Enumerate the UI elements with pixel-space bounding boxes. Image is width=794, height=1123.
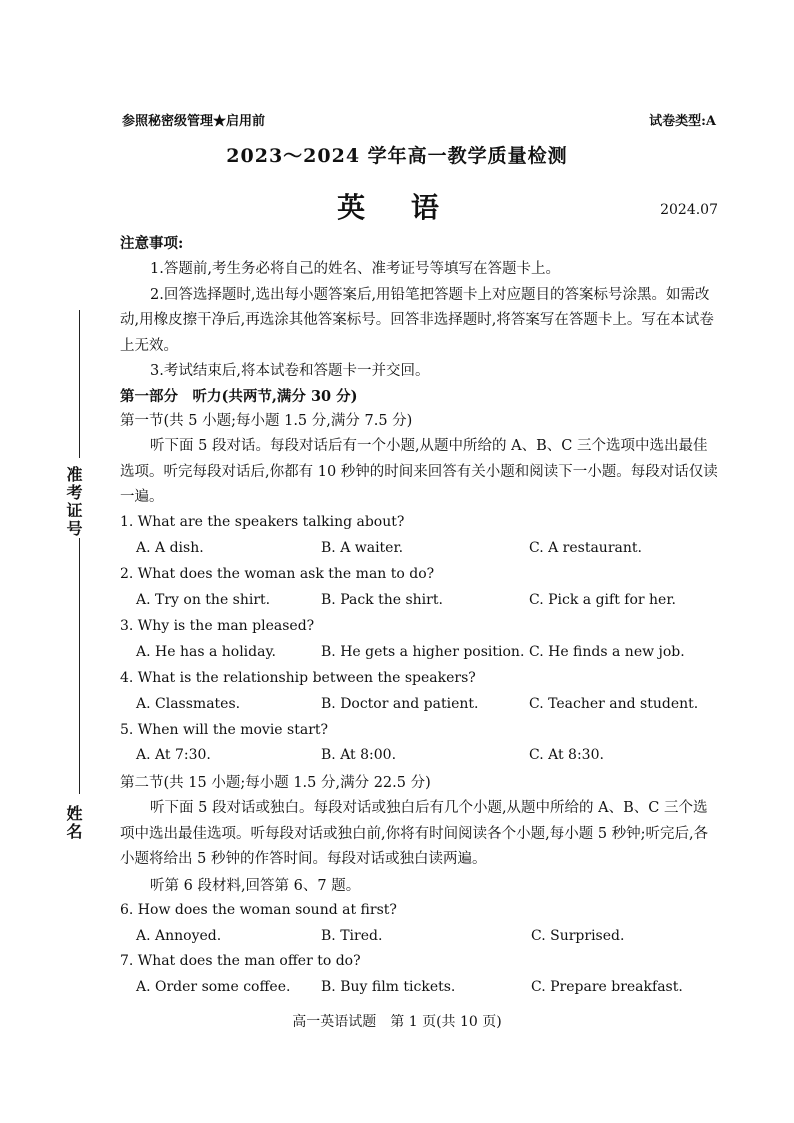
option-a: A. A dish. bbox=[136, 540, 204, 556]
option-b: B. He gets a higher position. bbox=[321, 644, 525, 660]
option-c: C. Surprised. bbox=[531, 928, 625, 944]
option-c: C. Pick a gift for her. bbox=[529, 592, 676, 608]
note-item: 1.答题前,考生务必将自己的姓名、准考证号等填写在答题卡上。 bbox=[150, 261, 560, 277]
binding-line-top bbox=[79, 310, 80, 458]
option-c: C. He finds a new job. bbox=[529, 644, 685, 660]
material-note: 听第 6 段材料,回答第 6、7 题。 bbox=[150, 878, 361, 894]
material-note-block bbox=[120, 874, 720, 900]
question-stem: 4. What is the relationship between the speakers? bbox=[120, 670, 476, 686]
option-a: A. Classmates. bbox=[136, 696, 241, 712]
question-stem: 1. What are the speakers talking about? bbox=[120, 514, 405, 530]
notes-title: 注意事项: bbox=[120, 235, 184, 252]
page-footer: 高一英语试题 第 1 页(共 10 页) bbox=[292, 1014, 502, 1030]
name-label: 姓名 bbox=[64, 805, 83, 841]
question-stem: 6. How does the woman sound at first? bbox=[120, 902, 397, 918]
option-a: A. Order some coffee. bbox=[136, 979, 291, 995]
section1-instructions-block bbox=[120, 434, 720, 511]
option-c: C. A restaurant. bbox=[529, 540, 642, 556]
subject-title: 英 语 bbox=[337, 191, 457, 224]
paper-type-label: 试卷类型:A bbox=[649, 114, 716, 129]
note-item: 3.考试结束后,将本试卷和答题卡一并交回。 bbox=[150, 363, 430, 379]
exam-id-label: 准考证号 bbox=[64, 466, 83, 538]
exam-date: 2024.07 bbox=[660, 202, 718, 218]
option-b: B. Pack the shirt. bbox=[321, 592, 443, 608]
section2-title: 第二节(共 15 小题;每小题 1.5 分,满分 22.5 分) bbox=[120, 775, 431, 791]
section1-instructions: 听下面 5 段对话。每段对话后有一个小题,从题中所给的 A、B、C 三个选项中选出最佳选项。听完每段对话后,你都有 10 秒钟的时间来回答有关小题和阅读下一小题。每段对话仅读一遍。 bbox=[120, 438, 718, 505]
option-a: A. He has a holiday. bbox=[136, 644, 276, 660]
option-a: A. Try on the shirt. bbox=[136, 592, 271, 608]
section2-instructions-block bbox=[120, 796, 720, 873]
exam-id-write-line bbox=[79, 538, 80, 666]
option-a: A. At 7:30. bbox=[136, 747, 211, 763]
option-c: C. Prepare breakfast. bbox=[531, 979, 683, 995]
section2-instructions: 听下面 5 段对话或独白。每段对话或独白后有几个小题,从题中所给的 A、B、C 三个选项中选出最佳选项。听每段对话或独白前,你将有时间阅读各个小题,每小题 5 秒钟;听完后,各小题将给出 5 秒钟的作答时间。每段对话或独白读两遍。 bbox=[120, 800, 709, 867]
option-b: B. A waiter. bbox=[321, 540, 404, 556]
binding-line-mid bbox=[79, 666, 80, 794]
option-b: B. Tired. bbox=[321, 928, 383, 944]
question-stem: 5. When will the movie start? bbox=[120, 722, 329, 738]
option-c: C. Teacher and student. bbox=[529, 696, 699, 712]
question-stem: 2. What does the woman ask the man to do? bbox=[120, 566, 435, 582]
notes-list bbox=[120, 257, 720, 385]
option-b: B. Buy film tickets. bbox=[321, 979, 456, 995]
confidential-label: 参照秘密级管理★启用前 bbox=[122, 114, 266, 129]
question-stem: 3. Why is the man pleased? bbox=[120, 618, 315, 634]
note-item: 2.回答选择题时,选出每小题答案后,用铅笔把答题卡上对应题目的答案标号涂黑。如需改动,用橡皮擦干净后,再选涂其他答案标号。回答非选择题时,将答案写在答题卡上。写在本试卷上无效。 bbox=[120, 286, 714, 354]
part1-title: 第一部分 听力(共两节,满分 30 分) bbox=[120, 388, 358, 405]
option-c: C. At 8:30. bbox=[529, 747, 604, 763]
section1-title: 第一节(共 5 小题;每小题 1.5 分,满分 7.5 分) bbox=[120, 413, 413, 429]
question-stem: 7. What does the man offer to do? bbox=[120, 953, 361, 969]
option-b: B. Doctor and patient. bbox=[321, 696, 479, 712]
exam-title: 2023～2024 学年高一教学质量检测 bbox=[226, 145, 568, 167]
option-b: B. At 8:00. bbox=[321, 747, 397, 763]
option-a: A. Annoyed. bbox=[136, 928, 222, 944]
